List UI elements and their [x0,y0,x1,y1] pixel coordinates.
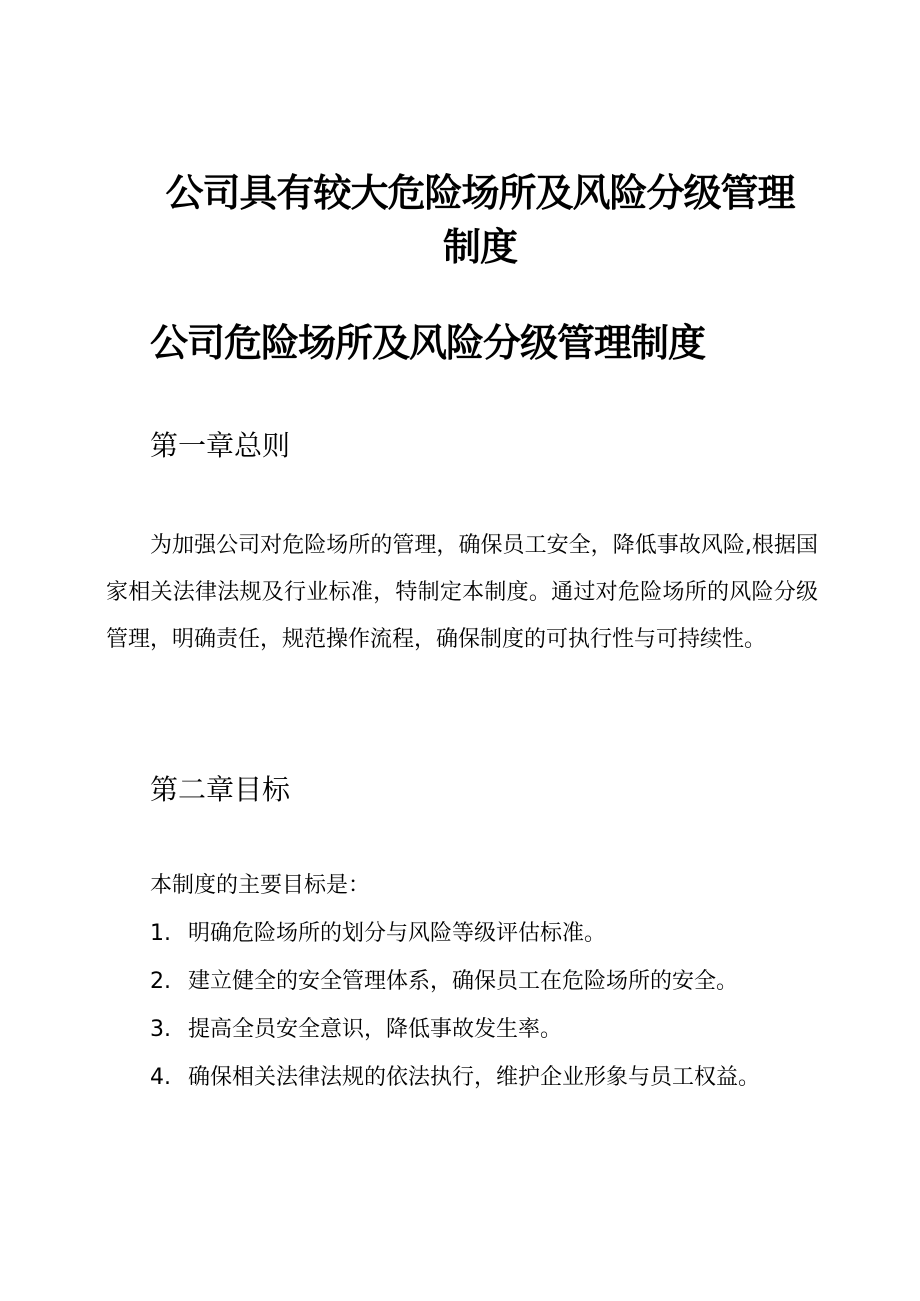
goal-text: 提高全员安全意识，降低事故发生率。 [188,1017,563,1042]
chapter-1-paragraph: 为加强公司对危险场所的管理，确保员工安全，降低事故风险,根据国家相关法律法规及行业标准，特制定本制度。通过对危险场所的风险分级管理，明确责任，规范操作流程，确保制度的可执行性与可持续性。 [106,533,818,652]
goal-number: 1. [150,921,171,946]
document-title: 公司具有较大危险场所及风险分级管理制度 [165,171,795,269]
goal-number: 3. [150,1017,171,1042]
chapter-1-heading: 第一章总则 [150,429,291,462]
goal-item [150,1010,830,1058]
goal-item [150,962,830,1010]
goal-item [150,1058,830,1106]
chapter-2-intro: 本制度的主要目标是： [150,873,371,898]
document-subtitle: 公司危险场所及风险分级管理制度 [150,321,706,365]
chapter-2-heading: 第二章目标 [150,773,291,806]
goal-number: 4. [150,1065,171,1090]
goal-text: 确保相关法律法规的依法执行，维护企业形象与员工权益。 [188,1065,761,1090]
goal-text: 建立健全的安全管理体系，确保员工在危险场所的安全。 [188,969,739,994]
goals-list [150,914,830,1106]
goal-text: 明确危险场所的划分与风险等级评估标准。 [188,921,607,946]
goal-number: 2. [150,969,171,994]
goal-item [150,914,830,962]
